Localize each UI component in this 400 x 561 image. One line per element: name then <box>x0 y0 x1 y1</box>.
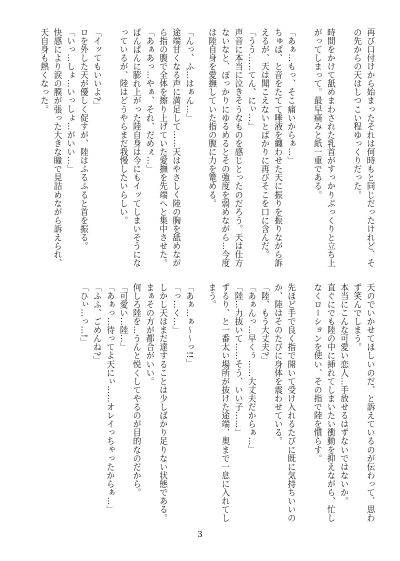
paragraph: 「イッてもいいよ?」 <box>92 28 103 110</box>
paragraph: 先ほど手で良く指で開いて受け入れるたびに既に気持ちいいのか、陸はそのたびに身体を震わせている。 <box>273 283 297 523</box>
paragraph: 「あぁ…もっ、そこ痛いからぁ…」 <box>286 28 297 165</box>
vertical-text-column <box>199 283 377 523</box>
paragraph: 「あぁんっ…早くぅ……大丈夫だからぁ…」 <box>247 283 258 454</box>
paragraph-gap <box>337 28 350 268</box>
paragraph: 「あぁ…ぁ〜〜っ!!」 <box>185 283 195 368</box>
paragraph: 「っ…く…」 <box>171 283 182 335</box>
paragraph: 時間をかけて舐めまわされた乳首がすっかりぷっくりと立ち上がってしまって。最早痛みと紙一重である。 <box>313 28 337 268</box>
paragraph: 「陸…力抜いて……そう、いい子……」 <box>233 283 244 437</box>
paragraph-gap <box>199 283 205 523</box>
paragraph: 「いっ…しょ…いっしょ…がいい…」 <box>66 28 77 174</box>
paragraph: ぱんぱんに膨れ上がった陸自身は今にもイッてしまいそうになっているが、陸はどうやらまだ我慢したいらしい。 <box>118 28 143 268</box>
text-block-bottom-left <box>18 283 196 523</box>
text-block-top-left <box>18 28 196 268</box>
paragraph: ずるり、と一番太い場所が抜けた途端、奥まで一息に入れてしまう。 <box>207 283 231 523</box>
paragraph: 「あぁあっ…やぁ、それ、だめぇ…」 <box>145 28 156 174</box>
paragraph: まぁその方が都合がいい。 <box>145 283 156 386</box>
paragraph: 「ひぃ…っ…!」 <box>79 283 90 347</box>
paragraph: 「可愛い…陸…」 <box>118 283 129 352</box>
paragraph: ロを外した天が優しく促すが、陸はふるふると首を振る。 <box>79 28 90 251</box>
paragraph-gap <box>298 283 311 523</box>
paragraph: 声音に本当に泣きそうなものを感じとったのだろう。天は仕方ないなと、ぽっかりにゆるめるとその強度を弱めながら…今度は陸自身を愛撫していた指の腹に力を篭める。 <box>207 28 244 268</box>
vertical-text-column <box>199 28 377 268</box>
paragraph: 「うう……てん、にぃ…」 <box>247 28 258 131</box>
paragraph: 快感により涙の膜が張った大きな瞳で見詰めながら訴えられ、天自身も熱くなった。 <box>39 28 63 268</box>
paragraph: 「ふふ、ごめんね?」 <box>92 283 103 365</box>
paragraph: しかし天はまだ達することは少しばかり足りない状態である。 <box>158 283 169 523</box>
text-block-top-right <box>199 28 377 268</box>
paragraph: 「陸、もう大丈夫?」 <box>260 283 271 365</box>
paragraph: 途端甘くなる声に満足して……天はやさしく陸の胸を舐めながら指の腹で全体を擦り上げていた愛撫を先端へと集中させた。 <box>158 28 182 268</box>
paragraph: 何しろ陸を…うんと悦くしてやるのが目的なのだから。 <box>132 283 143 497</box>
paragraph: 「あぁっ…待ってよ天にぃ……オレイっちゃったからぁ…」 <box>105 283 116 514</box>
paragraph: 直ぐにでも陸の中に挿れてしまいたい衝動を抑えながら、忙しなくローションを使い、その指で陸を慣らす。 <box>313 283 337 523</box>
text-block-bottom-right <box>199 283 377 523</box>
vertical-text-column <box>18 28 196 268</box>
paragraph: ちゅぱ、と音をたてて唾液を纏わせた天に振りを振りながら訴えるが、天は聞こえないとばかりに再びそこを口に含んだ。 <box>260 28 284 268</box>
paragraph: 天のでいかせてほしいのだ、と訴えているのが伝わって、思わず笑んでしまう。 <box>352 283 376 523</box>
page-number: 3 <box>197 530 203 539</box>
vertical-text-column <box>18 283 196 523</box>
paragraph: 「んっ、ふ…はぁん…」 <box>185 28 195 123</box>
paragraph: 再び口付けから始まったそれは何時もと同じだったけれど、その先からの天はしつこい程ゆっくりだった。 <box>352 28 376 268</box>
paragraph-gap <box>104 28 117 268</box>
paragraph: 本当にこんな可愛い恋人…手放せるはずないではないか。 <box>339 283 350 506</box>
paragraph-gap <box>298 28 311 268</box>
